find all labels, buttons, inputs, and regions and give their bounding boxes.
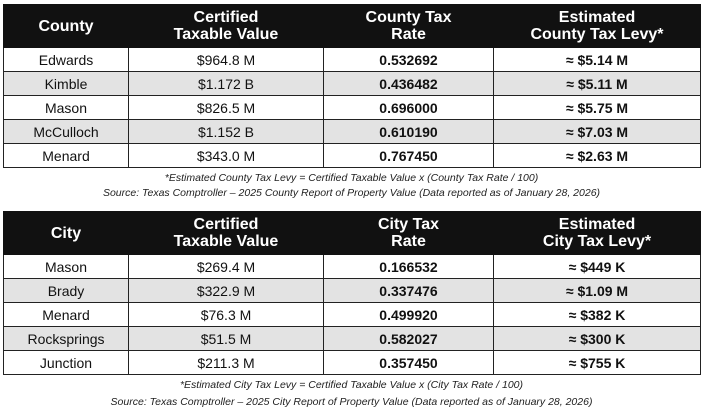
table-row	[4, 279, 701, 303]
county-header-tax-rate: County Tax Rate	[324, 5, 494, 48]
tax-levy: ≈ $300 K	[494, 327, 701, 351]
table-row	[4, 255, 701, 279]
tax-rate: 0.767450	[324, 144, 494, 168]
city-header-row	[4, 212, 701, 255]
city-name: Junction	[4, 351, 129, 375]
county-header-taxable-value: Certified Taxable Value	[129, 5, 324, 48]
tax-levy: ≈ $449 K	[494, 255, 701, 279]
tax-rate: 0.696000	[324, 96, 494, 120]
taxable-value: $51.5 M	[129, 327, 324, 351]
county-footnote: *Estimated County Tax Levy = Certified Taxable Value x (County Tax Rate / 100)	[164, 172, 539, 184]
county-name: McCulloch	[4, 120, 129, 144]
city-name: Menard	[4, 303, 129, 327]
city-header-city: City	[4, 212, 129, 255]
county-source-note: Source: Texas Comptroller – 2025 County Report of Property Value (Data reported as of January 28, 2026)	[102, 187, 601, 199]
table-row	[4, 351, 701, 375]
taxable-value: $1.172 B	[129, 72, 324, 96]
tax-rate: 0.532692	[324, 48, 494, 72]
table-row	[4, 303, 701, 327]
tax-rate: 0.166532	[324, 255, 494, 279]
city-header-tax-levy: Estimated City Tax Levy*	[494, 212, 701, 255]
tax-levy: ≈ $5.14 M	[494, 48, 701, 72]
tax-levy: ≈ $382 K	[494, 303, 701, 327]
city-footnote: *Estimated City Tax Levy = Certified Taxable Value x (City Tax Rate / 100)	[179, 379, 524, 391]
county-name: Mason	[4, 96, 129, 120]
taxable-value: $269.4 M	[129, 255, 324, 279]
county-header-county: County	[4, 5, 129, 48]
tax-rate: 0.499920	[324, 303, 494, 327]
table-row	[4, 120, 701, 144]
county-name: Kimble	[4, 72, 129, 96]
city-tax-table	[3, 211, 701, 375]
taxable-value: $76.3 M	[129, 303, 324, 327]
table-row	[4, 96, 701, 120]
tax-levy: ≈ $5.75 M	[494, 96, 701, 120]
tax-rate: 0.582027	[324, 327, 494, 351]
tax-rate: 0.610190	[324, 120, 494, 144]
taxable-value: $1.152 B	[129, 120, 324, 144]
table-row	[4, 144, 701, 168]
city-header-taxable-value: Certified Taxable Value	[129, 212, 324, 255]
county-header-tax-levy: Estimated County Tax Levy*	[494, 5, 701, 48]
city-name: Brady	[4, 279, 129, 303]
tax-rate: 0.337476	[324, 279, 494, 303]
tax-levy: ≈ $1.09 M	[494, 279, 701, 303]
county-header-row	[4, 5, 701, 48]
city-source-note: Source: Texas Comptroller – 2025 City Report of Property Value (Data reported as of January 28, 2026)	[110, 396, 593, 408]
tax-levy: ≈ $5.11 M	[494, 72, 701, 96]
tax-rate: 0.436482	[324, 72, 494, 96]
city-name: Rocksprings	[4, 327, 129, 351]
tax-rate: 0.357450	[324, 351, 494, 375]
county-name: Edwards	[4, 48, 129, 72]
table-row	[4, 72, 701, 96]
taxable-value: $964.8 M	[129, 48, 324, 72]
taxable-value: $322.9 M	[129, 279, 324, 303]
tax-levy: ≈ $2.63 M	[494, 144, 701, 168]
table-row	[4, 48, 701, 72]
taxable-value: $211.3 M	[129, 351, 324, 375]
taxable-value: $343.0 M	[129, 144, 324, 168]
city-header-tax-rate: City Tax Rate	[324, 212, 494, 255]
table-row	[4, 327, 701, 351]
county-name: Menard	[4, 144, 129, 168]
tax-levy: ≈ $755 K	[494, 351, 701, 375]
county-tax-table	[3, 4, 701, 168]
city-name: Mason	[4, 255, 129, 279]
tax-levy: ≈ $7.03 M	[494, 120, 701, 144]
taxable-value: $826.5 M	[129, 96, 324, 120]
